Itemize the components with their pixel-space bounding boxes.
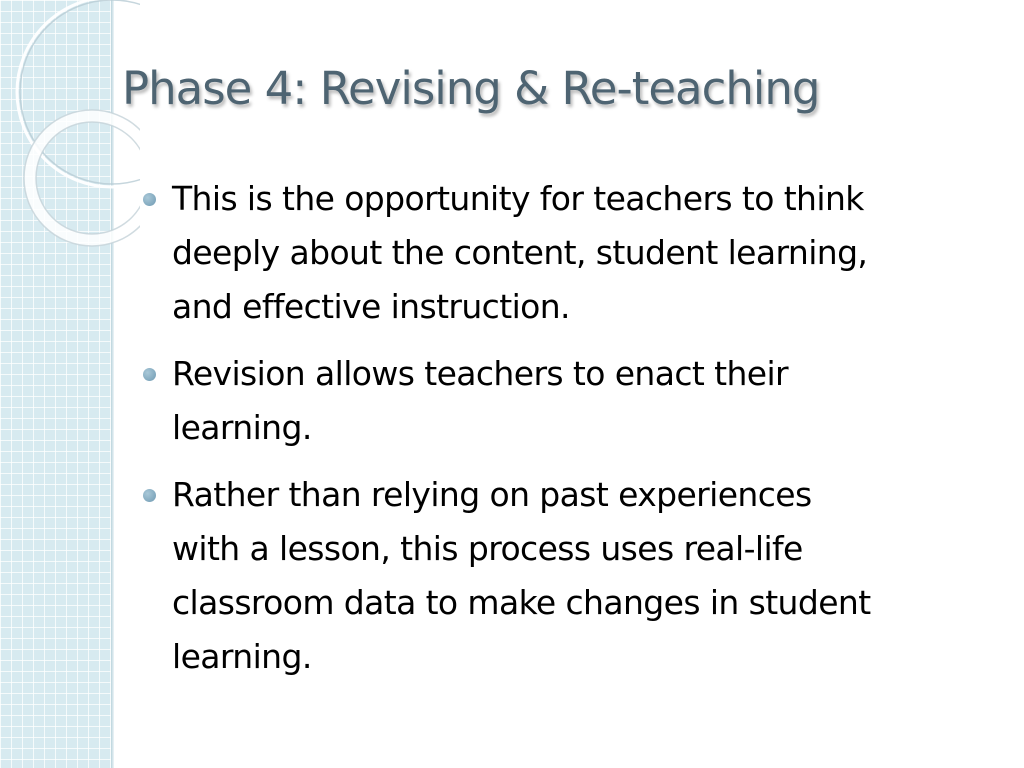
decorative-rings bbox=[0, 0, 140, 260]
bullet-list bbox=[140, 172, 1010, 697]
bullet-line: learning. bbox=[172, 637, 312, 676]
bullet-line: Rather than relying on past experiences bbox=[172, 475, 812, 514]
bullet-line: with a lesson, this process uses real-life bbox=[172, 529, 803, 568]
bullet-dot-icon bbox=[143, 193, 156, 206]
bullet-line: This is the opportunity for teachers to think bbox=[172, 179, 864, 218]
bullet-line: and effective instruction. bbox=[172, 287, 570, 326]
bullet-line: learning. bbox=[172, 408, 312, 447]
bullet-line: Revision allows teachers to enact their bbox=[172, 354, 789, 393]
bullet-dot-icon bbox=[143, 489, 156, 502]
bullet-dot-icon bbox=[143, 368, 156, 381]
slide-title: Phase 4: Revising & Re-teaching bbox=[122, 62, 820, 115]
bullet-line: deeply about the content, student learning, bbox=[172, 233, 868, 272]
bullet-item bbox=[140, 347, 1010, 455]
bullet-item bbox=[140, 172, 1010, 334]
bullet-item bbox=[140, 468, 1010, 684]
bullet-line: classroom data to make changes in student bbox=[172, 583, 871, 622]
